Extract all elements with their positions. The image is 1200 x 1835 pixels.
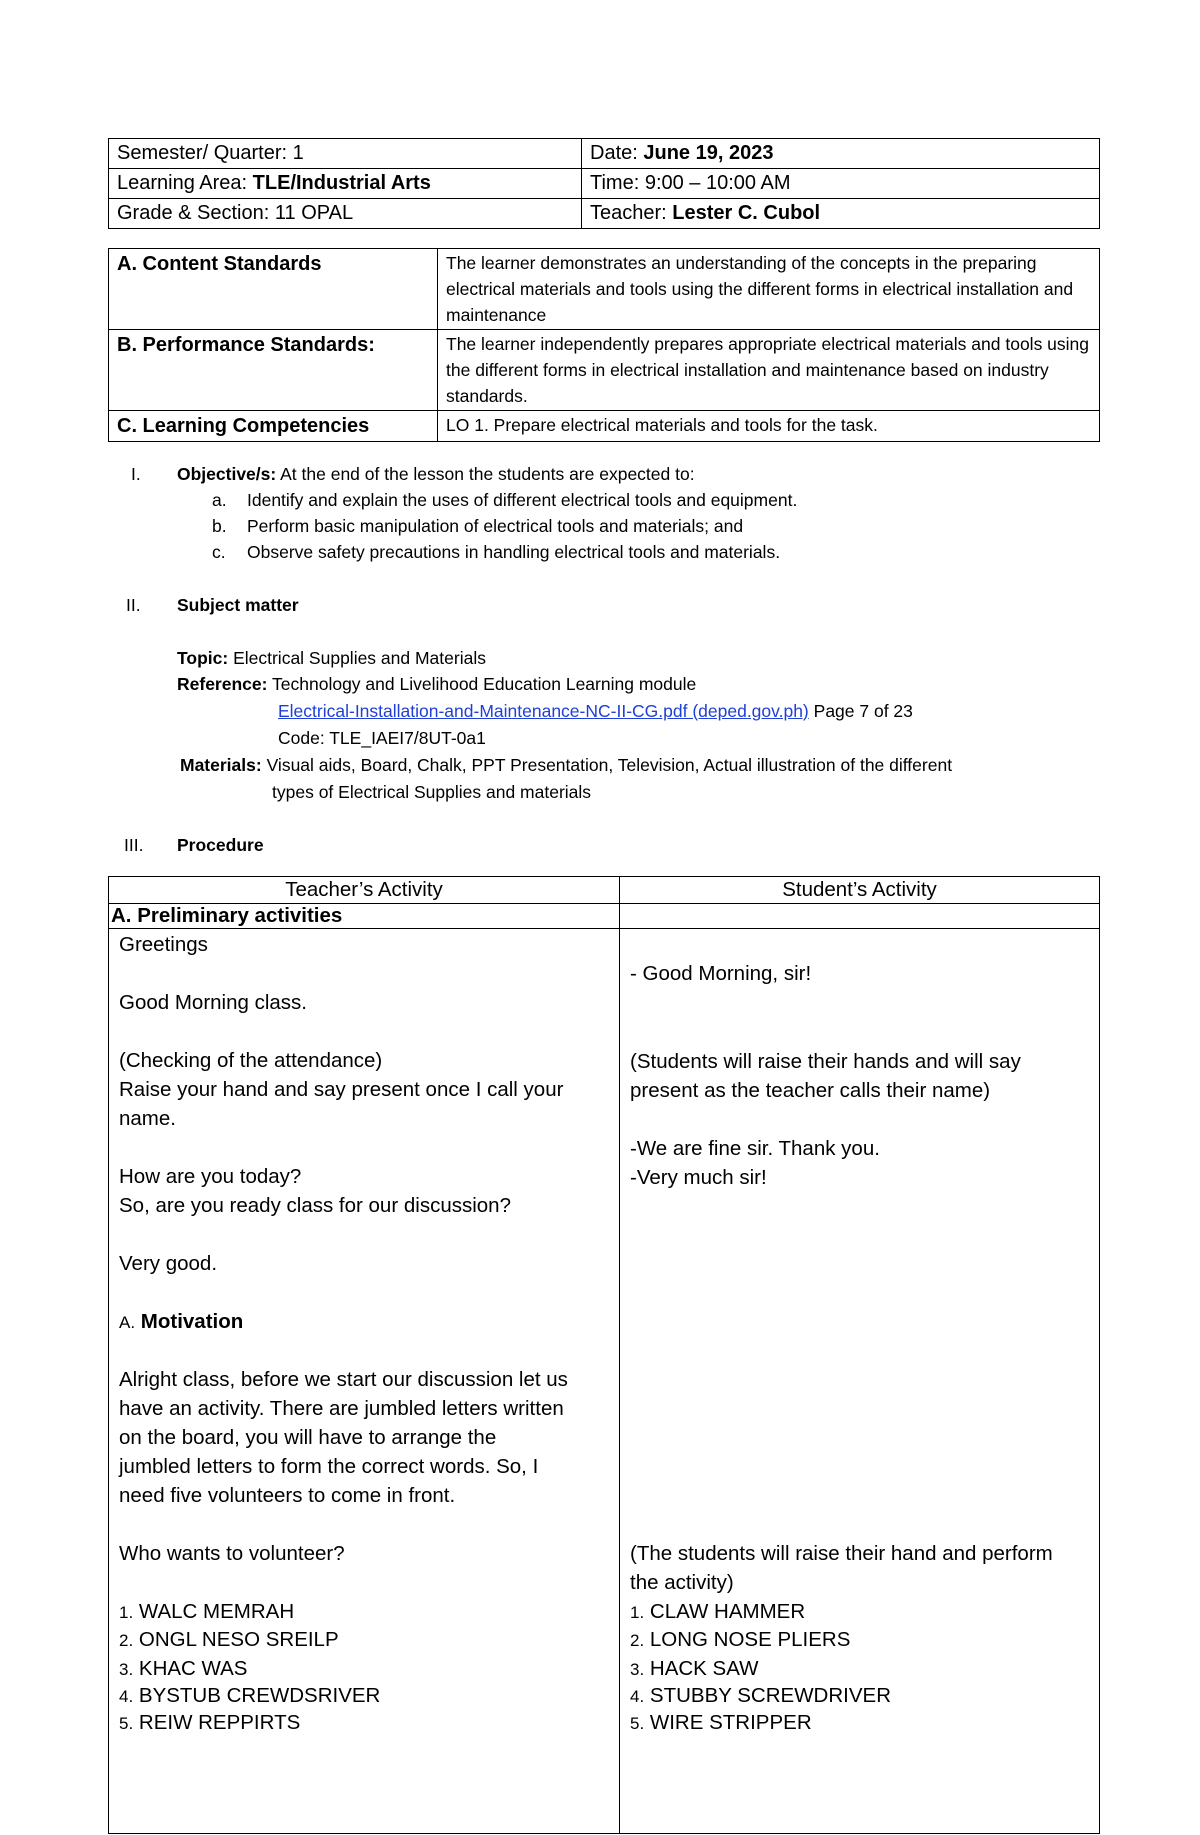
objective-b-text: Perform basic manipulation of electrical tools and materials; and bbox=[247, 516, 744, 536]
activity-intro-3: on the board, you will have to arrange the bbox=[119, 1426, 497, 1449]
performance-standards-text: The learner independently prepares appropriate electrical materials and tools using the different forms in electrical installation and maintenance based on industry standards. bbox=[438, 330, 1100, 411]
semester-cell: Semester/ Quarter: 1 bbox=[109, 139, 582, 169]
attendance-check: (Checking of the attendance) bbox=[119, 1049, 383, 1072]
greetings-label: Greetings bbox=[119, 933, 208, 956]
topic-line: Topic: Electrical Supplies and Materials bbox=[177, 648, 486, 668]
time-cell: Time: 9:00 – 10:00 AM bbox=[582, 169, 1100, 199]
very-good: Very good. bbox=[119, 1252, 218, 1275]
grade-section-cell: Grade & Section: 11 OPAL bbox=[109, 199, 582, 229]
procedure-table bbox=[108, 876, 1100, 1834]
teacher-activity-header: Teacher’s Activity bbox=[109, 877, 620, 904]
empty-cell bbox=[620, 904, 1100, 929]
student-good-morning: - Good Morning, sir! bbox=[630, 962, 812, 985]
reference-link-line: Electrical-Installation-and-Maintenance-NC-II-CG.pdf (deped.gov.ph) Page 7 of 23 bbox=[278, 701, 913, 721]
reference-link[interactable]: Electrical-Installation-and-Maintenance-NC-II-CG.pdf (deped.gov.ph) bbox=[278, 701, 809, 721]
code-line: Code: TLE_IAEI7/8UT-0a1 bbox=[278, 728, 486, 748]
answer-word: 3. HACK SAW bbox=[630, 1657, 759, 1680]
jumbled-word: 1. WALC MEMRAH bbox=[119, 1600, 295, 1623]
answer-word: 5. WIRE STRIPPER bbox=[630, 1711, 812, 1734]
objective-a-marker: a. bbox=[212, 490, 227, 510]
student-perform-1: (The students will raise their hand and perform bbox=[630, 1542, 1053, 1565]
procedure-heading: Procedure bbox=[177, 835, 264, 855]
good-morning-class: Good Morning class. bbox=[119, 991, 308, 1014]
materials-line-2: types of Electrical Supplies and materials bbox=[272, 782, 592, 802]
answer-word: 1. CLAW HAMMER bbox=[630, 1600, 806, 1623]
student-raise-hands-2: present as the teacher calls their name) bbox=[630, 1079, 991, 1102]
objective-a-text: Identify and explain the uses of different electrical tools and equipment. bbox=[247, 490, 798, 510]
header-info-table bbox=[108, 138, 1100, 229]
ready-question: So, are you ready class for our discussion? bbox=[119, 1194, 511, 1217]
how-are-you: How are you today? bbox=[119, 1165, 302, 1188]
activity-intro-1: Alright class, before we start our discussion let us bbox=[119, 1368, 568, 1391]
activity-intro-4: jumbled letters to form the correct words. So, I bbox=[119, 1455, 539, 1478]
raise-hand-instruction-2: name. bbox=[119, 1107, 176, 1130]
jumbled-word: 3. KHAC WAS bbox=[119, 1657, 248, 1680]
objective-c-marker: c. bbox=[212, 542, 226, 562]
learning-competencies-text: LO 1. Prepare electrical materials and tools for the task. bbox=[438, 411, 1100, 442]
jumbled-word: 5. REIW REPPIRTS bbox=[119, 1711, 301, 1734]
teacher-activity-cell bbox=[109, 929, 620, 1834]
jumbled-word: 4. BYSTUB CREWDSRIVER bbox=[119, 1684, 381, 1707]
objective-b-marker: b. bbox=[212, 516, 227, 536]
objective-c-text: Observe safety precautions in handling electrical tools and materials. bbox=[247, 542, 781, 562]
activity-intro-5: need five volunteers to come in front. bbox=[119, 1484, 456, 1507]
student-perform-2: the activity) bbox=[630, 1571, 734, 1594]
content-standards-label: A. Content Standards bbox=[109, 249, 438, 330]
answer-word: 2. LONG NOSE PLIERS bbox=[630, 1628, 851, 1651]
student-activity-header: Student’s Activity bbox=[620, 877, 1100, 904]
materials-line: Materials: Visual aids, Board, Chalk, PPT Presentation, Television, Actual illustration of the different bbox=[180, 755, 953, 775]
learning-competencies-label: C. Learning Competencies bbox=[109, 411, 438, 442]
procedure-numeral: III. bbox=[124, 835, 144, 855]
subject-numeral: II. bbox=[126, 595, 141, 615]
performance-standards-label: B. Performance Standards: bbox=[109, 330, 438, 411]
student-very-much-reply: -Very much sir! bbox=[630, 1166, 767, 1189]
jumbled-word: 2. ONGL NESO SREILP bbox=[119, 1628, 339, 1651]
standards-table bbox=[108, 248, 1100, 442]
activity-intro-2: have an activity. There are jumbled letters written bbox=[119, 1397, 564, 1420]
subject-heading: Subject matter bbox=[177, 595, 299, 615]
raise-hand-instruction-1: Raise your hand and say present once I call your bbox=[119, 1078, 564, 1101]
objectives-numeral: I. bbox=[131, 464, 141, 484]
teacher-cell: Teacher: Lester C. Cubol bbox=[582, 199, 1100, 229]
objectives-heading: Objective/s: At the end of the lesson the students are expected to: bbox=[177, 464, 695, 484]
preliminary-activities-heading: A. Preliminary activities bbox=[109, 904, 620, 929]
date-cell: Date: June 19, 2023 bbox=[582, 139, 1100, 169]
reference-line: Reference: Technology and Livelihood Education Learning module bbox=[177, 674, 697, 694]
answer-word: 4. STUBBY SCREWDRIVER bbox=[630, 1684, 891, 1707]
learning-area-cell: Learning Area: TLE/Industrial Arts bbox=[109, 169, 582, 199]
student-fine-reply: -We are fine sir. Thank you. bbox=[630, 1137, 880, 1160]
motivation-heading: A. Motivation bbox=[119, 1310, 244, 1333]
student-activity-cell bbox=[620, 929, 1100, 1834]
student-raise-hands-1: (Students will raise their hands and will say bbox=[630, 1050, 1021, 1073]
volunteer-question: Who wants to volunteer? bbox=[119, 1542, 345, 1565]
content-standards-text: The learner demonstrates an understanding of the concepts in the preparing electrical materials and tools using the different forms in electrical installation and maintenance bbox=[438, 249, 1100, 330]
